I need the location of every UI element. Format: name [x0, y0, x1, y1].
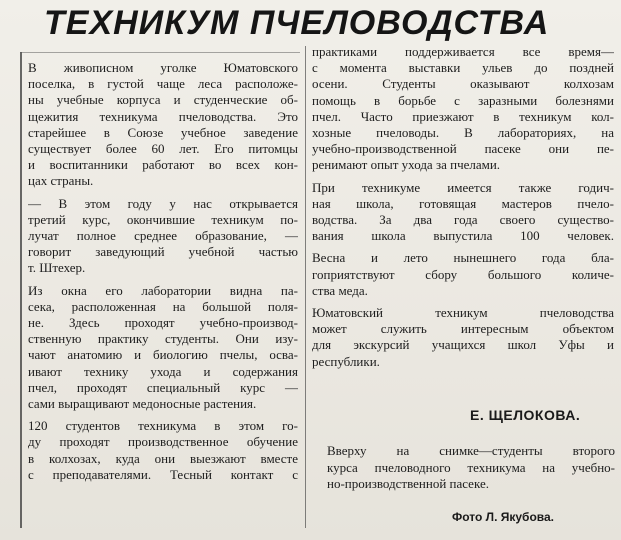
text-line: 120 студентов техникума в этом го- [28, 418, 298, 434]
text-line: с момента выставки ульев до поздней [312, 60, 614, 76]
text-line: и воспитанники работают во всех кон- [28, 157, 298, 173]
text-line: осени. Студенты оказывают колхозам [312, 76, 614, 92]
text-line: ства меда. [312, 282, 368, 298]
top-border-rule [20, 52, 300, 53]
text-line: водства. За два года своего существо- [312, 212, 614, 228]
left-border-rule [20, 52, 22, 528]
caption-line: но-производственной пасеке. [327, 476, 489, 491]
text-line: Из окна его лаборатории видна па- [28, 282, 298, 298]
text-line: ренимают опыт ухода за пчелами. [312, 157, 501, 173]
text-line: ны учебные корпуса и студенческие об- [28, 92, 298, 108]
text-line: пчел, проходят специальный курс — [28, 379, 298, 395]
text-line: в колхозах, куда они выезжают вместе [28, 450, 298, 466]
text-line: помощь в борьбе с заразными болезнями [312, 92, 614, 108]
text-line: для экскурсий учащихся школ Уфы и [312, 337, 614, 353]
text-line: существует более 60 лет. Его питомцы [28, 141, 298, 157]
text-line: лучат полное среднее образование, — [28, 228, 298, 244]
text-line: В живописном уголке Юматовского [28, 60, 298, 75]
article-column-left [28, 60, 298, 483]
caption-line: курса пчеловодного техникума на учебно- [327, 459, 615, 475]
text-line: практиками поддерживается все время— [312, 44, 614, 59]
text-line: республики. [312, 353, 380, 369]
text-line: гоприятствуют сбору большого количе- [312, 266, 614, 282]
text-line: не. Здесь проходят учебно-производ- [28, 315, 298, 331]
text-line: ивают технику ухода и содержания [28, 363, 298, 379]
text-line: с преподавателями. Тесный контакт с [28, 466, 298, 482]
text-line: т. Штехер. [28, 260, 86, 276]
caption-line: Вверху на снимке—студенты второго [327, 443, 615, 458]
text-line: пчел. Часто приезжают в техникум кол- [312, 108, 614, 124]
text-line: Весна и лето нынешнего года бла- [312, 250, 614, 266]
photo-credit: Фото Л. Якубова. [452, 510, 555, 524]
text-line: хозные пчеловоды. В лабораториях, на [312, 125, 614, 141]
photo-caption [327, 443, 615, 493]
text-line: сека, расположенная на большой поля- [28, 298, 298, 314]
text-line: вания школа выпустила 100 человек. [312, 228, 614, 244]
column-divider [305, 46, 306, 528]
article-column-right [312, 44, 614, 370]
text-line: щежития техникума пчеловодства. Это [28, 108, 298, 124]
text-line: учебно-производственной пасеке они пе- [312, 141, 614, 157]
text-line: чают анатомию и биологию пчелы, осва- [28, 347, 298, 363]
text-line: старейшее в Союзе учебное заведение [28, 124, 298, 140]
text-line: ственную практику студенты. Они изу- [28, 331, 298, 347]
text-line: Юматовский техникум пчеловодства [312, 305, 614, 321]
text-line: ду проходят производственное обучение [28, 434, 298, 450]
text-line: сами выращивают медоносные растения. [28, 396, 257, 412]
text-line: ная школа, готовящая мастеров пчело- [312, 195, 614, 211]
text-line: — В этом году у нас открывается [28, 195, 298, 211]
text-line: поселка, в густой чаще леса расположе- [28, 76, 298, 92]
text-line: третий курс, окончившие техникум по- [28, 211, 298, 227]
text-line: цах страны. [28, 173, 94, 189]
article-headline: ТЕХНИКУМ ПЧЕЛОВОДСТВА [44, 4, 550, 42]
text-line: говорит заведующий учебной частью [28, 244, 298, 260]
text-line: При техникуме имеется также годич- [312, 179, 614, 195]
text-line: может служить интересным объектом [312, 321, 614, 337]
author-signature: Е. ЩЕЛОКОВА. [470, 407, 581, 423]
